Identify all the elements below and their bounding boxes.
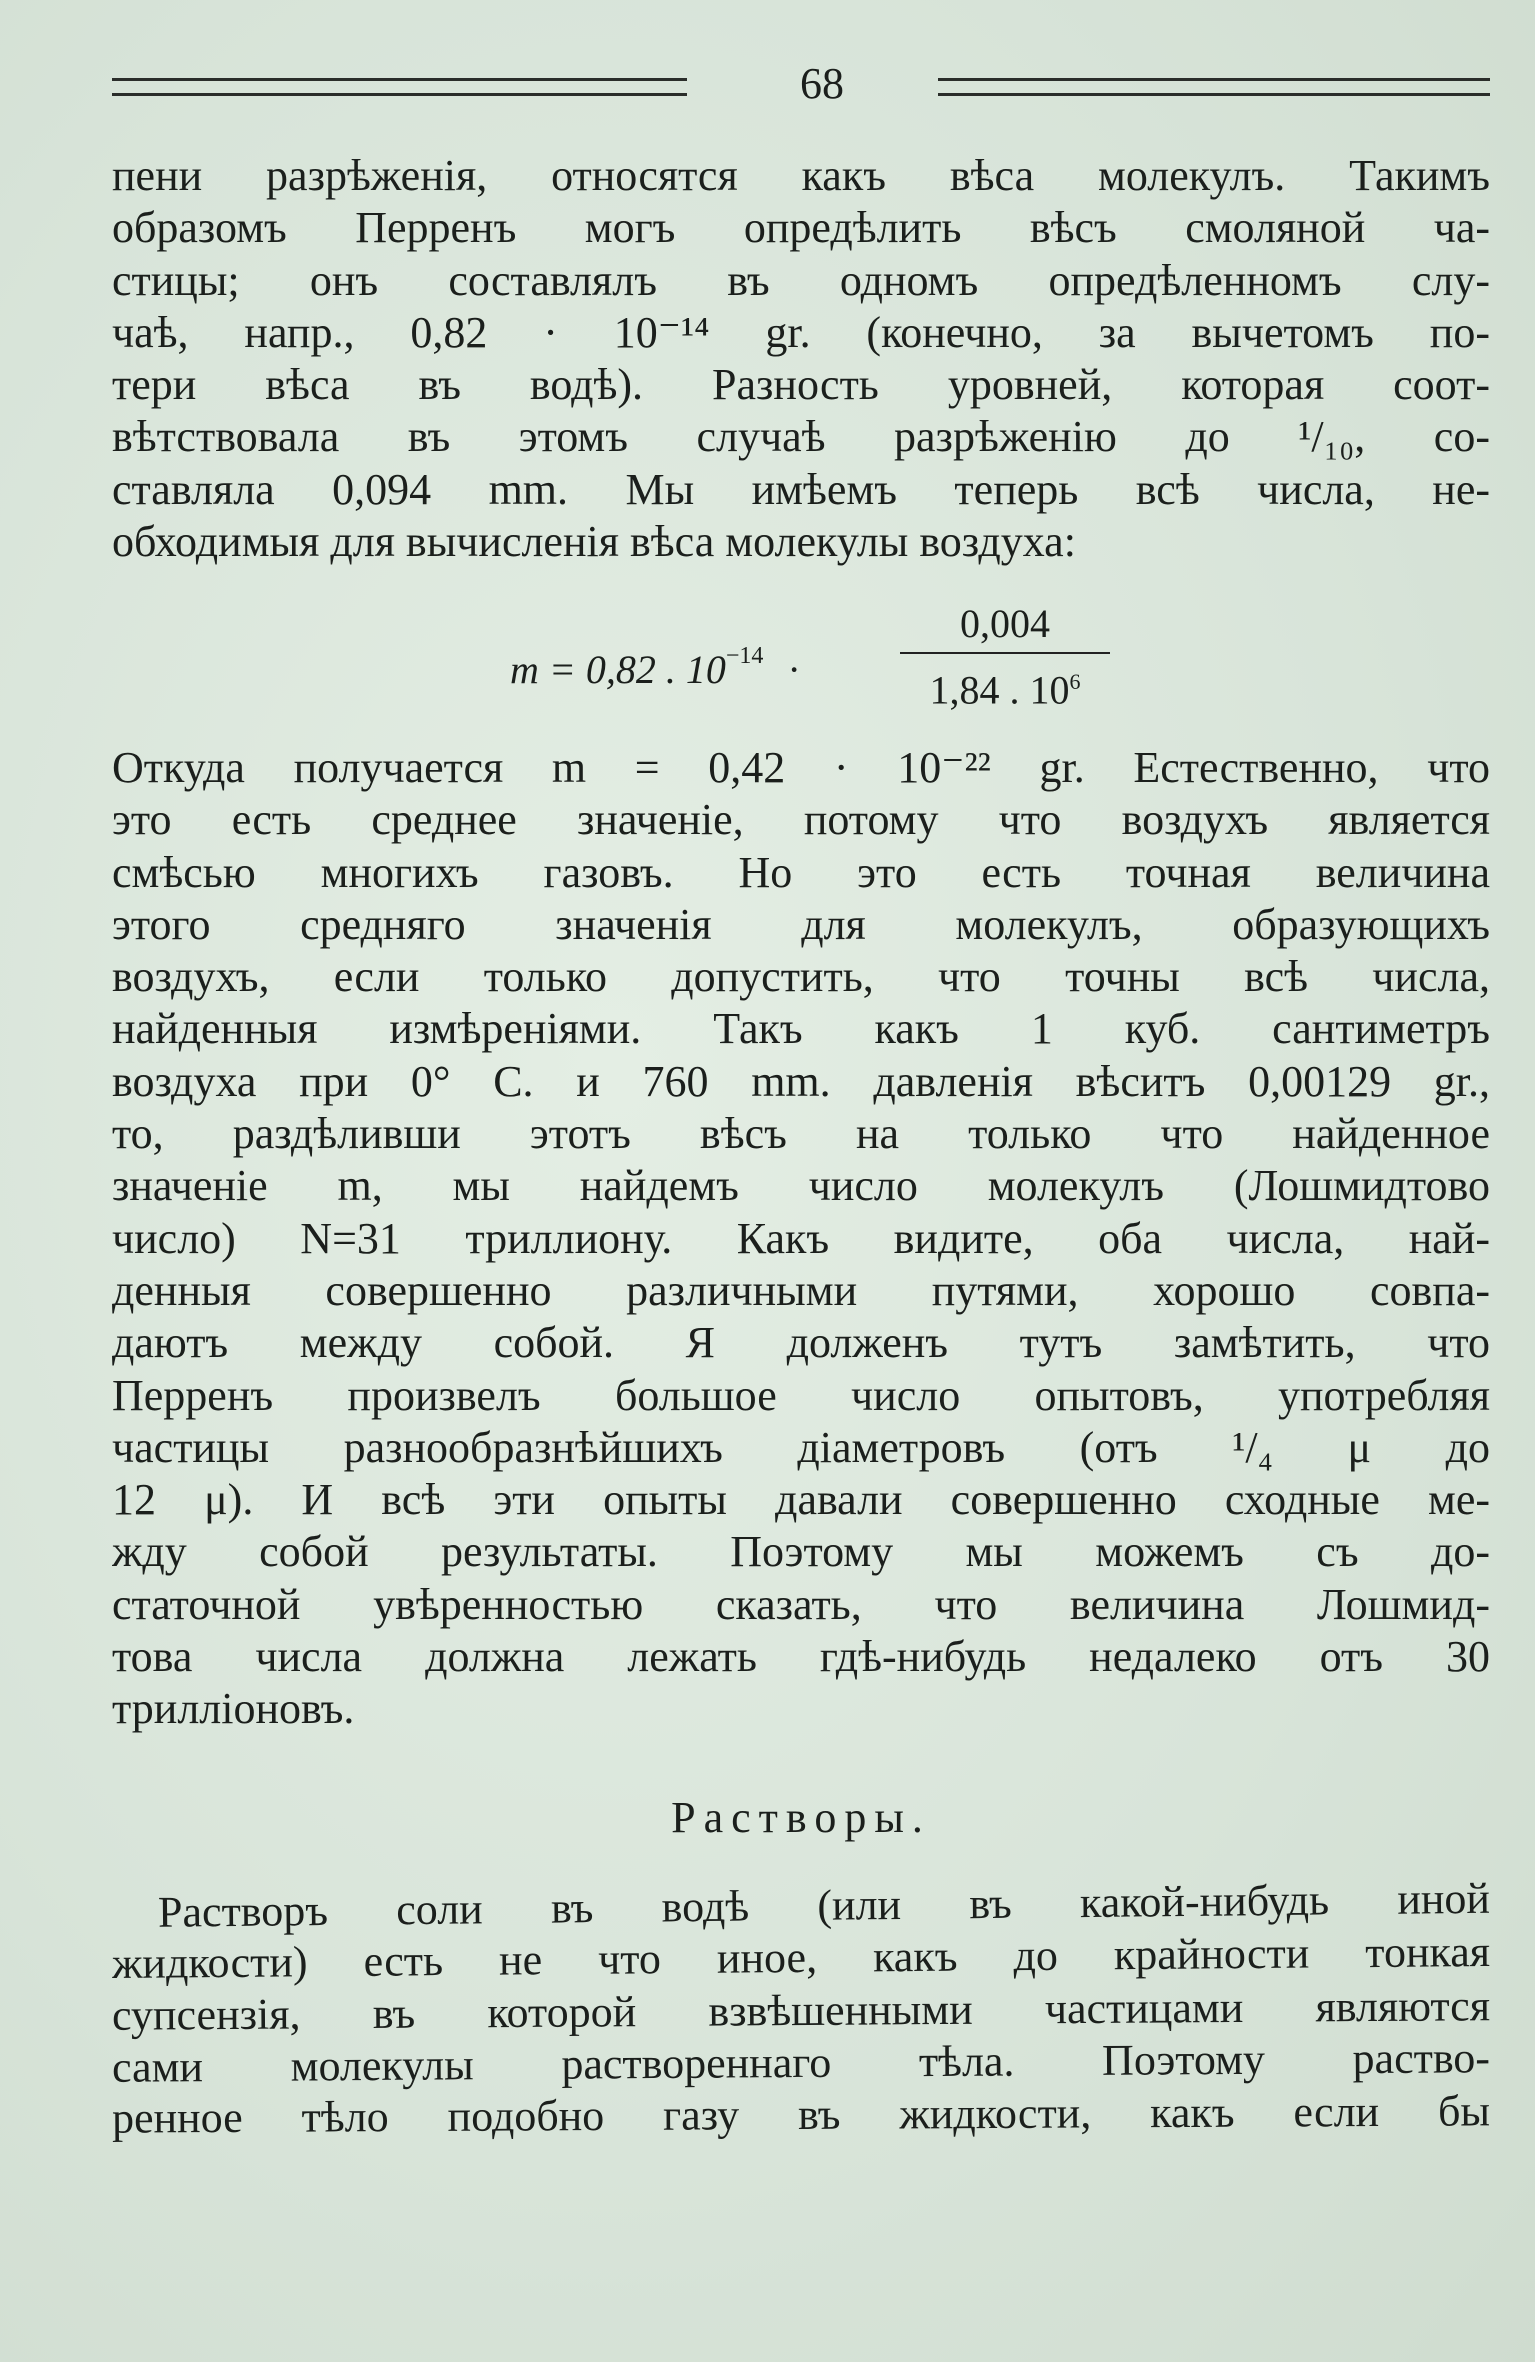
section-heading: Растворы. (671, 1793, 931, 1842)
text-line: Перренъ произвелъ большое число опытовъ, употребляя (112, 1370, 1490, 1420)
formula-exponent: −14 (725, 642, 764, 669)
formula-lhs-text: m = 0,82 . 10 (510, 647, 726, 692)
text-line: жидкости) есть не что иное, какъ до крайности тонкая (111, 1927, 1491, 1989)
text-line: сами молекулы раствореннаго тѣла. Поэтому раство- (111, 2033, 1491, 2092)
formula-dot: · (787, 647, 801, 692)
text-line: воздухъ, если только допустить, что точны всѣ числа, (112, 952, 1490, 1002)
molecule-weight-formula (480, 600, 1180, 720)
text-line: значеніе m, мы найдемъ число молекулъ (Лошмидтово (112, 1161, 1490, 1211)
fraction-bar (900, 652, 1110, 654)
text-line: ставляла 0,094 mm. Мы имѣемъ теперь всѣ числа, не- (112, 464, 1490, 514)
paragraph-solutions (111, 1873, 1491, 2143)
formula-denominator-base: 1,84 . 10 (929, 667, 1070, 713)
text-line: Откуда получается m = 0,42 · 10⁻²² gr. Естественно, что (112, 743, 1490, 792)
header-rule-left (112, 78, 687, 96)
text-line: частицы разнообразнѣйшихъ діаметровъ (отъ ¹/₄ μ до (112, 1422, 1490, 1472)
text-line: пени разрѣженія, относятся какъ вѣса молекулъ. Такимъ (112, 151, 1490, 200)
text-line: чаѣ, напр., 0,82 · 10⁻¹⁴ gr. (конечно, за вычетомъ по- (112, 307, 1490, 357)
text-line: супсензія, въ которой взвѣшенными частицами являются (111, 1980, 1491, 2040)
text-line: жду собой результаты. Поэтому мы можемъ съ до- (112, 1527, 1490, 1577)
page-number: 68 (800, 59, 844, 108)
formula-numerator: 0,004 (960, 601, 1050, 646)
text-line: этого средняго значенія для молекулъ, образующихъ (112, 899, 1490, 949)
header-rule-right (938, 78, 1490, 96)
page-header (112, 58, 1490, 110)
text-line: найденныя измѣреніями. Такъ какъ 1 куб. сантиметръ (112, 1004, 1490, 1054)
text-line: образомъ Перренъ могъ опредѣлить вѣсъ смоляной ча- (112, 203, 1490, 253)
text-line: статочной увѣренностью сказать, что величина Лошмид- (112, 1579, 1490, 1629)
text-line: это есть среднее значеніе, потому что воздухъ является (112, 795, 1490, 845)
formula-denominator (900, 658, 1110, 713)
text-line: трилліоновъ. (112, 1684, 355, 1734)
paragraph-continuation (112, 150, 1490, 568)
text-line: воздуха при 0° С. и 760 mm. давленія вѣситъ 0,00129 gr., (112, 1056, 1490, 1106)
text-line: даютъ между собой. Я долженъ тутъ замѣтить, что (112, 1318, 1490, 1368)
text-line: смѣсью многихъ газовъ. Но это есть точная величина (112, 847, 1490, 897)
formula-lhs (510, 642, 801, 693)
text-line: тери вѣса въ водѣ). Разность уровней, которая соот- (112, 360, 1490, 410)
formula-fraction (900, 600, 1110, 713)
text-line: 12 μ). И всѣ эти опыты давали совершенно сходные ме- (112, 1475, 1490, 1525)
formula-denominator-exponent: 6 (1069, 669, 1081, 694)
text-line: стицы; онъ составлялъ въ одномъ опредѣленномъ слу- (112, 255, 1490, 305)
text-line: вѣтствовала въ этомъ случаѣ разрѣженію до ¹/₁₀, со- (112, 412, 1490, 462)
text-line: ренное тѣло подобно газу въ жидкости, какъ если бы (111, 2086, 1491, 2143)
paragraph-result (112, 742, 1490, 1736)
text-line: денныя совершенно различными путями, хорошо совпа- (112, 1265, 1490, 1315)
text-line: то, раздѣливши этотъ вѣсъ на только что найденное (112, 1109, 1490, 1159)
text-line: обходимыя для вычисленія вѣса молекулы воздуха: (112, 517, 1076, 567)
text-line: Растворъ соли въ водѣ (или въ какой-нибудь иной (157, 1873, 1491, 1937)
text-line: това числа должна лежать гдѣ-нибудь недалеко отъ 30 (112, 1632, 1490, 1682)
text-line: число) N=31 триллиону. Какъ видите, оба числа, най- (112, 1213, 1490, 1263)
